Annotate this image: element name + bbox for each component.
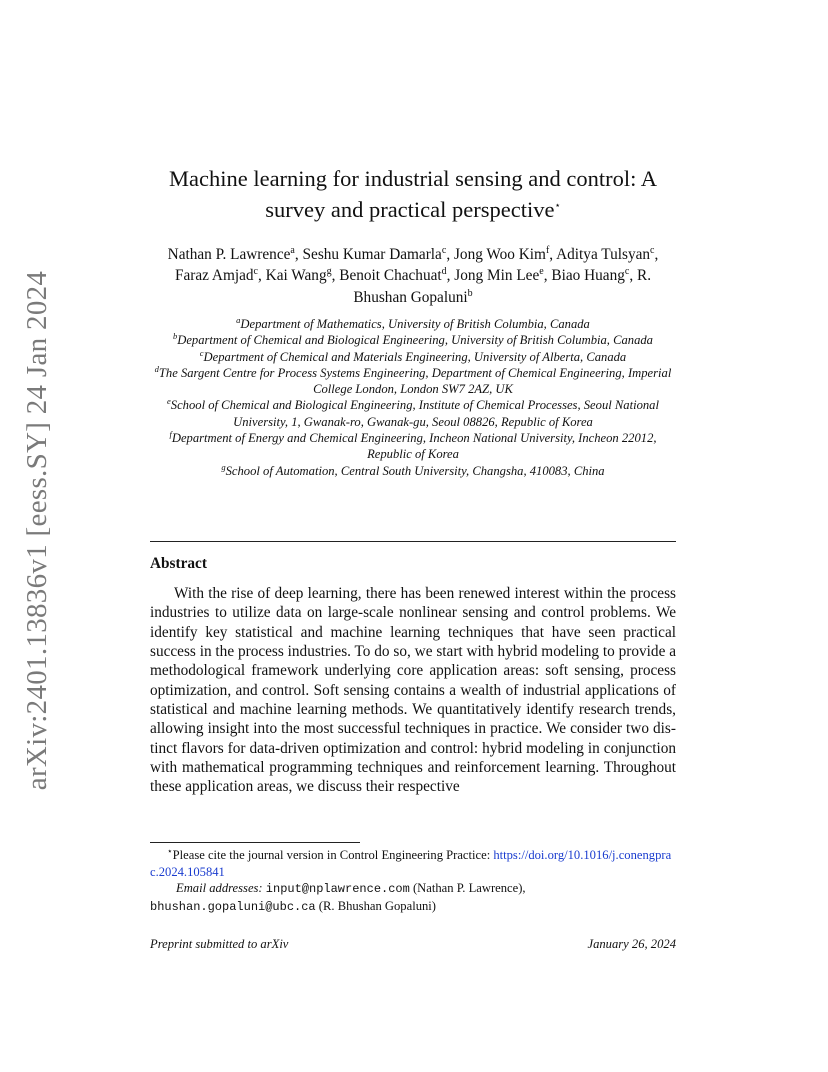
footnote-mark: ⋆ xyxy=(167,845,173,856)
author-name: Seshu Kumar Damarla xyxy=(302,246,442,263)
footnote-rule xyxy=(150,842,360,843)
affiliation-mark: b xyxy=(173,331,178,342)
author-affiliation-mark: c xyxy=(253,266,258,278)
author xyxy=(551,267,629,284)
title-text: Machine learning for industrial sensing and control: A survey and practical perspective xyxy=(168,166,657,222)
author-name: Jong Woo Kim xyxy=(453,246,546,263)
author-name: Aditya Tulsyan xyxy=(556,246,651,263)
affiliation-text: School of Chemical and Biological Engineering, Institute of Chemical Processes, Seoul National University, 1, Gwanak-ro, Gwanak-gu, Seoul 08826, Republic of Korea xyxy=(170,398,659,429)
affiliation xyxy=(150,316,676,332)
author xyxy=(454,246,549,263)
author-name: R. Bhushan Gopaluni xyxy=(353,267,652,306)
affiliation xyxy=(150,463,676,479)
citation-text: Please cite the journal version in Control Engineering Practice: xyxy=(172,848,494,862)
author xyxy=(168,246,295,263)
paper-title xyxy=(150,163,676,225)
email-gopaluni[interactable]: bhushan.gopaluni@ubc.ca xyxy=(150,899,316,914)
affiliation-mark: g xyxy=(221,461,226,472)
affiliation xyxy=(150,397,676,430)
author-name: Faraz Amjad xyxy=(174,267,254,285)
author xyxy=(339,267,446,284)
affiliation-mark: a xyxy=(236,314,241,325)
arxiv-identifier: arXiv:2401.13836v1 [eess.SY] 24 Jan 2024 xyxy=(21,270,54,790)
author-name: Biao Huang xyxy=(551,267,625,285)
affiliation-text: Department of Energy and Chemical Engineering, Incheon National University, Incheon 22012, Republic of Korea xyxy=(171,431,657,462)
affiliation-mark: e xyxy=(167,396,171,407)
email-gopaluni-name: (R. Bhushan Gopaluni) xyxy=(318,898,436,913)
author-name: Jong Min Lee xyxy=(454,267,540,285)
affiliation xyxy=(150,430,676,463)
affiliation xyxy=(150,365,676,398)
affiliation-list xyxy=(150,316,676,479)
email-lawrence-name: (Nathan P. Lawrence), xyxy=(412,881,526,895)
author xyxy=(556,246,654,263)
doi-link[interactable]: https://doi.org/10.1016/j.conengprac.2024.105841 xyxy=(150,848,672,879)
author xyxy=(266,267,332,284)
citation-note xyxy=(150,847,676,880)
author xyxy=(303,246,447,263)
author-affiliation-mark: c xyxy=(624,266,630,278)
footer-preprint: Preprint submitted to arXiv xyxy=(150,937,289,951)
footer-date: January 26, 2024 xyxy=(587,937,676,951)
abstract-text: With the rise of deep learning, there has been renewed interest within the process industries to utilize data on large-scale nonlinear sensing and control problems. We identify key statistical and machine learning techniques that have seen practical success in the process industries. To do so, we start with hybrid modeling to provide a methodological framework underlying core application areas: soft sensing, process optimization, and control. Soft sensing contains a wealth of industrial applications of statistical and machine learning methods. We quantitatively identify research trends, allowing insight into the most successful techniques in practice. We consider two distinct flavors for data-driven optimization and control: hybrid modeling in conjunction with mathematical programming techniques and reinforcement learning. Throughout these application areas, we discuss their respective xyxy=(150,585,676,796)
author-name: Benoit Chachuat xyxy=(339,267,442,285)
affiliation-text: Department of Chemical and Biological Engineering, University of British Columbia, Canada xyxy=(177,333,653,348)
author-name: Nathan P. Lawrence xyxy=(167,246,291,263)
affiliation-text: Department of Chemical and Materials Engineering, University of Alberta, Canada xyxy=(203,349,627,364)
affiliation-mark: c xyxy=(199,347,204,358)
affiliation xyxy=(150,349,676,365)
author-affiliation-mark: c xyxy=(441,244,447,256)
author-affiliation-mark: e xyxy=(539,266,544,278)
affiliation-text: School of Automation, Central South University, Changsha, 410083, China xyxy=(225,463,605,478)
footnote xyxy=(150,847,676,915)
abstract-heading: Abstract xyxy=(150,555,207,572)
title-footnote-mark: ⋆ xyxy=(554,200,561,212)
page-footer xyxy=(150,937,676,952)
author-list: Nathan P. Lawrence$^a$, Seshu Kumar Damarla$^c$, Jong Woo Kim$^f$, Aditya Tulsyan$^c$, Faraz Amjad$^c$, Kai Wang$^g$, Benoit Chachuat$^d$, Jong Min Lee$^e$, Biao Huang$^c$, R. Bhushan Gopaluni$^b$ xyxy=(167,244,659,306)
email-note xyxy=(150,880,676,915)
affiliation xyxy=(150,332,676,348)
affiliation-text: Department of Mathematics, University of British Columbia, Canada xyxy=(240,317,590,331)
author xyxy=(454,267,543,284)
author-affiliation-mark: b xyxy=(467,287,473,299)
author-affiliation-mark: f xyxy=(545,244,550,256)
author-affiliation-mark: d xyxy=(441,266,447,278)
author-affiliation-mark: g xyxy=(326,266,332,278)
author-affiliation-mark: a xyxy=(290,244,295,256)
email-label: Email addresses: xyxy=(176,881,263,895)
author-affiliation-mark: c xyxy=(650,244,655,256)
affiliation-mark: d xyxy=(154,363,159,374)
affiliation-text: The Sargent Centre for Process Systems Engineering, Department of Chemical Engineering, Imperial College London, London SW7 2AZ, UK xyxy=(158,365,672,397)
author xyxy=(175,267,258,284)
arxiv-side-stamp xyxy=(14,270,62,790)
affiliation-mark: f xyxy=(169,428,172,439)
abstract-top-rule xyxy=(150,541,676,542)
author-name: Kai Wang xyxy=(265,267,327,285)
email-lawrence[interactable]: input@nplawrence.com xyxy=(265,882,410,896)
